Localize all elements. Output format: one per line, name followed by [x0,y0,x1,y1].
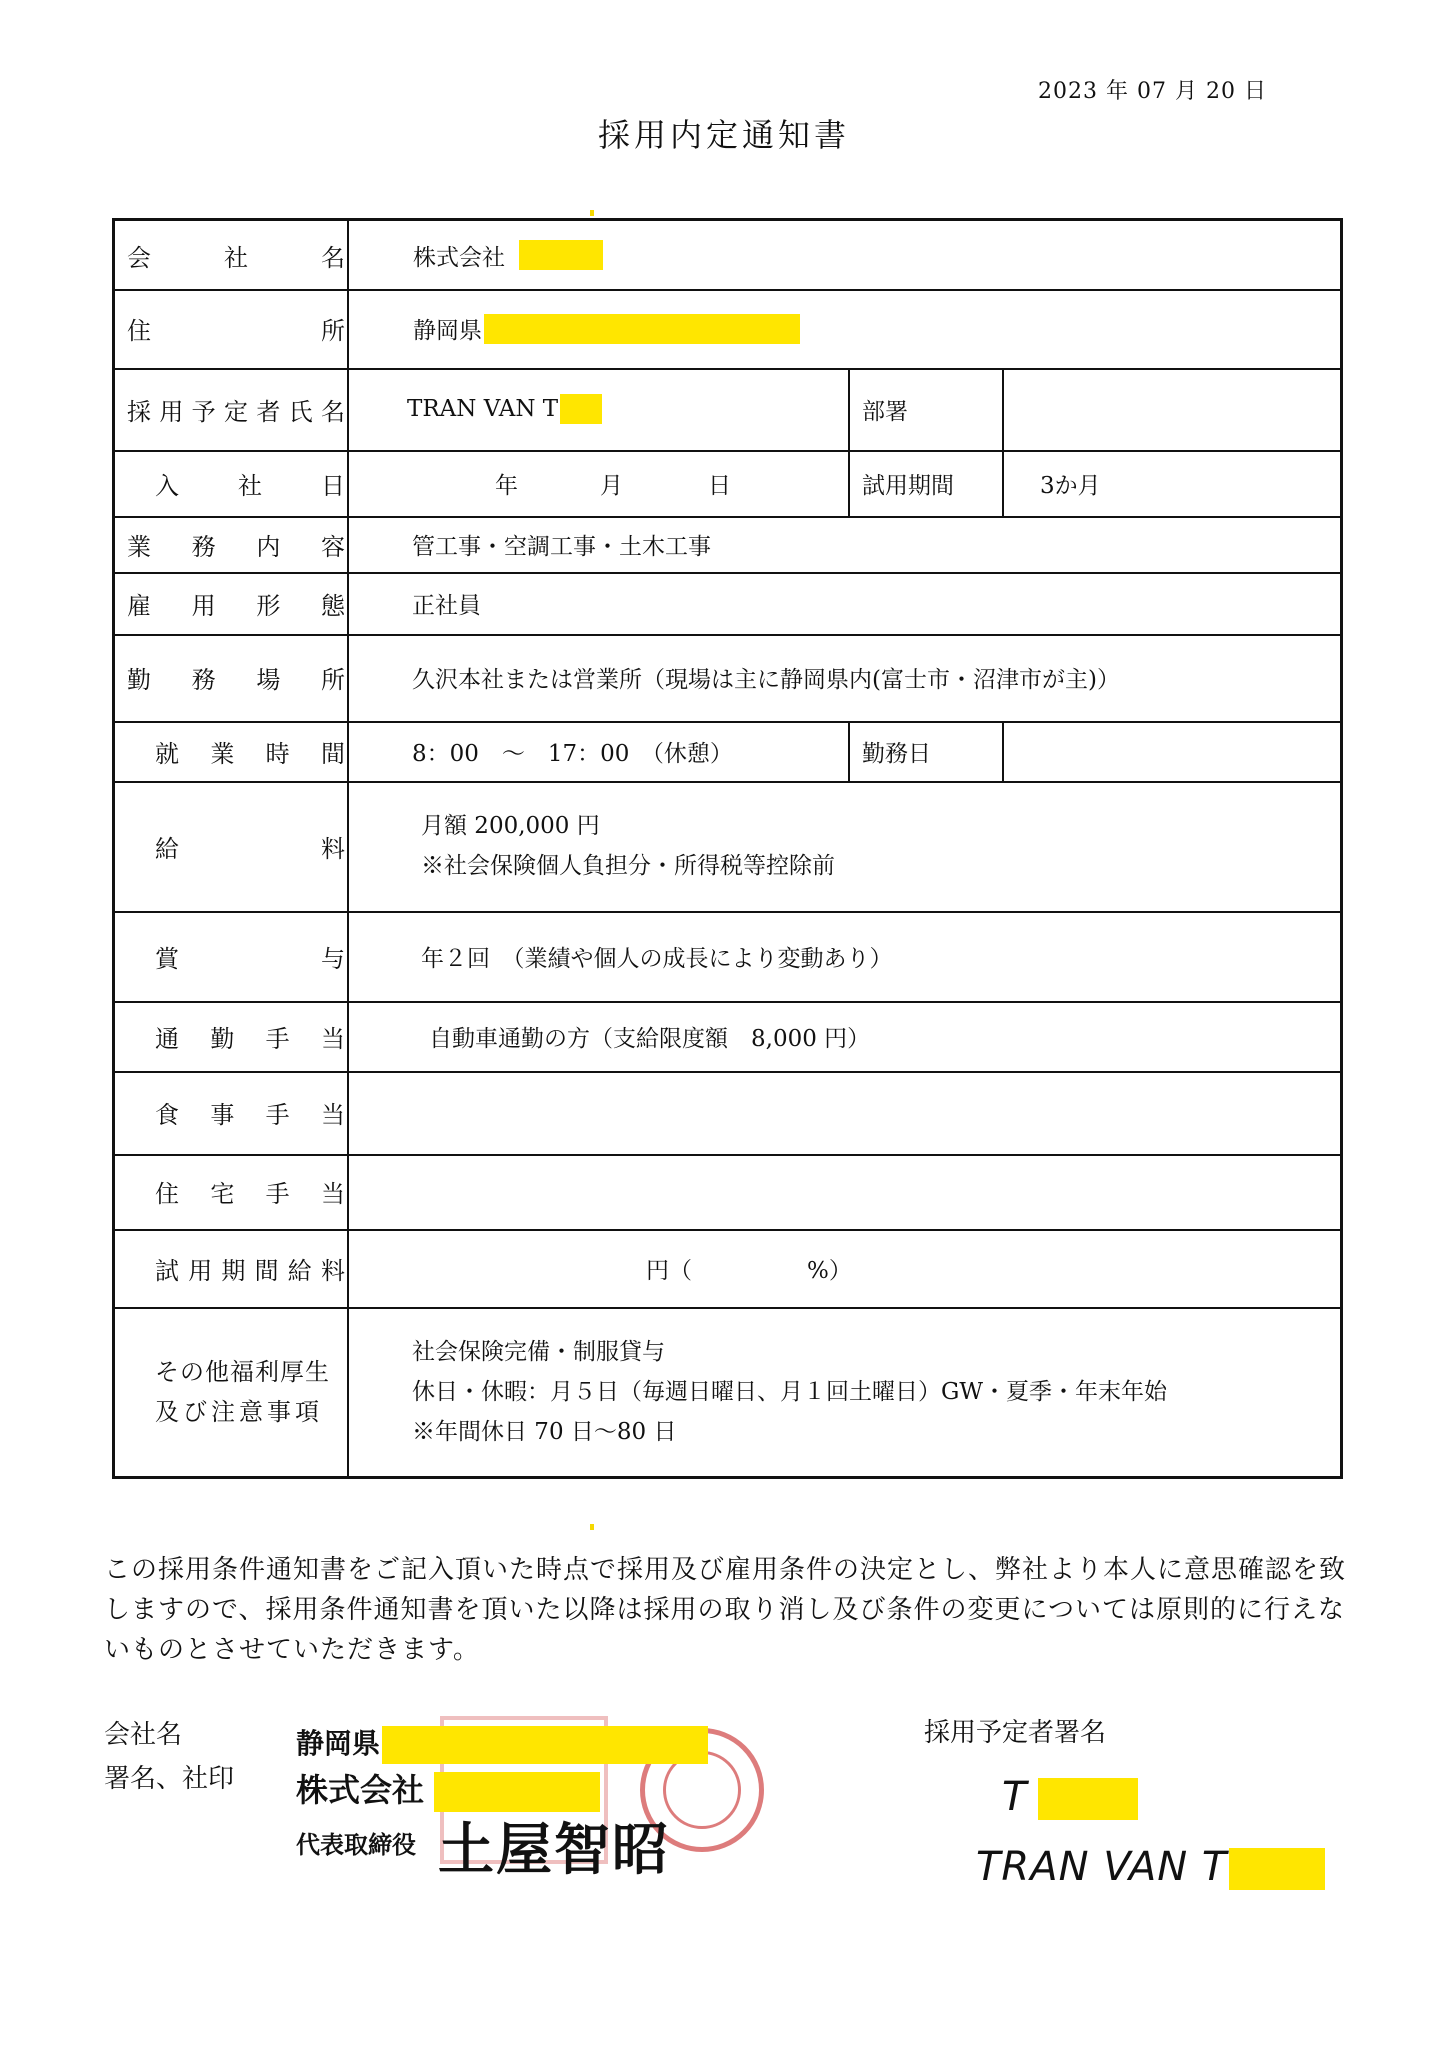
other-benefits-value [412,1307,1167,1477]
label-company-name-sign: 会社名 [104,1720,183,1750]
start-year: 年 [495,472,518,499]
label-department: 部署 [862,398,908,425]
redaction-mark [560,394,602,424]
label-candidate-signature: 採用予定者署名 [924,1718,1107,1748]
commute-allowance-value: 自動車通勤の方（支給限度額 8,000 円） [429,1025,871,1052]
redaction-mark [1038,1778,1138,1820]
redaction-mark [1229,1848,1325,1890]
duties-value: 管工事・空調工事・土木工事 [412,533,711,560]
label-working-hours: 就 業 時 間 [155,739,345,768]
marker-speck [590,1524,594,1530]
workplace-value: 久沢本社または営業所（現場は主に静岡県内(富士市・沼津市が主)） [412,667,1120,693]
company-address-sign: 静岡県 [296,1722,708,1764]
marker-speck [590,210,594,216]
employment-type-value: 正社員 [412,592,481,619]
label-workplace: 勤 務 場 所 [127,666,345,694]
salary-value [421,781,835,911]
salary-amount: 月額 200,000 円 [421,813,600,839]
benefits-line-3: ※年間休日 70 日～80 日 [412,1419,677,1445]
benefits-line-1: 社会保険完備・制服貸与 [412,1339,665,1365]
label-trial-period: 試用期間 [862,472,954,499]
redaction-mark [382,1726,708,1764]
label-meal-allowance: 食 事 手 当 [155,1101,345,1129]
label-other-benefits: その他福利厚生 及び注意事項 [155,1358,330,1426]
candidate-signature-line-2: TRAN VAN T [976,1844,1325,1890]
company-name-value: 株式会社 [413,221,603,289]
label-housing-allowance: 住 宅 手 当 [155,1180,345,1208]
label-employment-type: 雇 用 形 態 [127,591,345,620]
issue-date: 2023 年 07 月 20 日 [1038,79,1267,104]
benefits-line-2: 休日・休暇：月５日（毎週日曜日、月１回土曜日）GW・夏季・年末年始 [412,1379,1168,1405]
representative-title: 代表取締役 [296,1831,416,1859]
label-work-days: 勤務日 [862,740,931,767]
start-day: 日 [708,472,731,499]
trial-salary-value: 円（ %） [646,1257,852,1284]
label-company-name: 会 社 名 [127,243,345,272]
address-value: 静岡県 [413,289,800,368]
candidate-signature-line-1: T [1002,1774,1138,1820]
redaction-mark [519,240,603,270]
redaction-mark [484,314,800,344]
label-salary: 給 料 [155,834,345,863]
company-name-sign: 株式会社 [296,1765,600,1812]
start-month: 月 [600,472,623,499]
label-start-date: 入 社 日 [155,471,345,500]
representative-name: 土屋智昭 [438,1817,670,1883]
candidate-name-value: TRAN VAN T [407,368,602,450]
label-commute-allowance: 通 勤 手 当 [155,1024,345,1053]
label-duties: 業 務 内 容 [127,532,345,561]
label-bonus: 賞 与 [155,944,345,973]
document-title: 採用内定通知書 [597,116,850,154]
salary-note: ※社会保険個人負担分・所得税等控除前 [421,853,835,879]
trial-period-value: 3か月 [1040,472,1101,499]
label-candidate-name: 採 用 予 定 者 氏 名 [127,397,345,426]
working-hours-value: 8：00 ～ 17：00 （休憩） [412,740,733,767]
bonus-value: 年２回 （業績や個人の成長により変動あり） [421,945,893,972]
label-trial-salary: 試 用 期 間 給 料 [155,1256,345,1285]
label-signature-seal: 署名、社印 [104,1764,235,1794]
label-address: 住 所 [127,317,345,345]
offer-form-table [112,218,1343,1479]
notice-paragraph: この採用条件通知書をご記入頂いた時点で採用及び雇用条件の決定とし、弊社より本人に意思確認を致しますので、採用条件通知書を頂いた以降は採用の取り消し及び条件の変更については原則的に行えないものとさせていただきます。 [104,1555,1347,1665]
